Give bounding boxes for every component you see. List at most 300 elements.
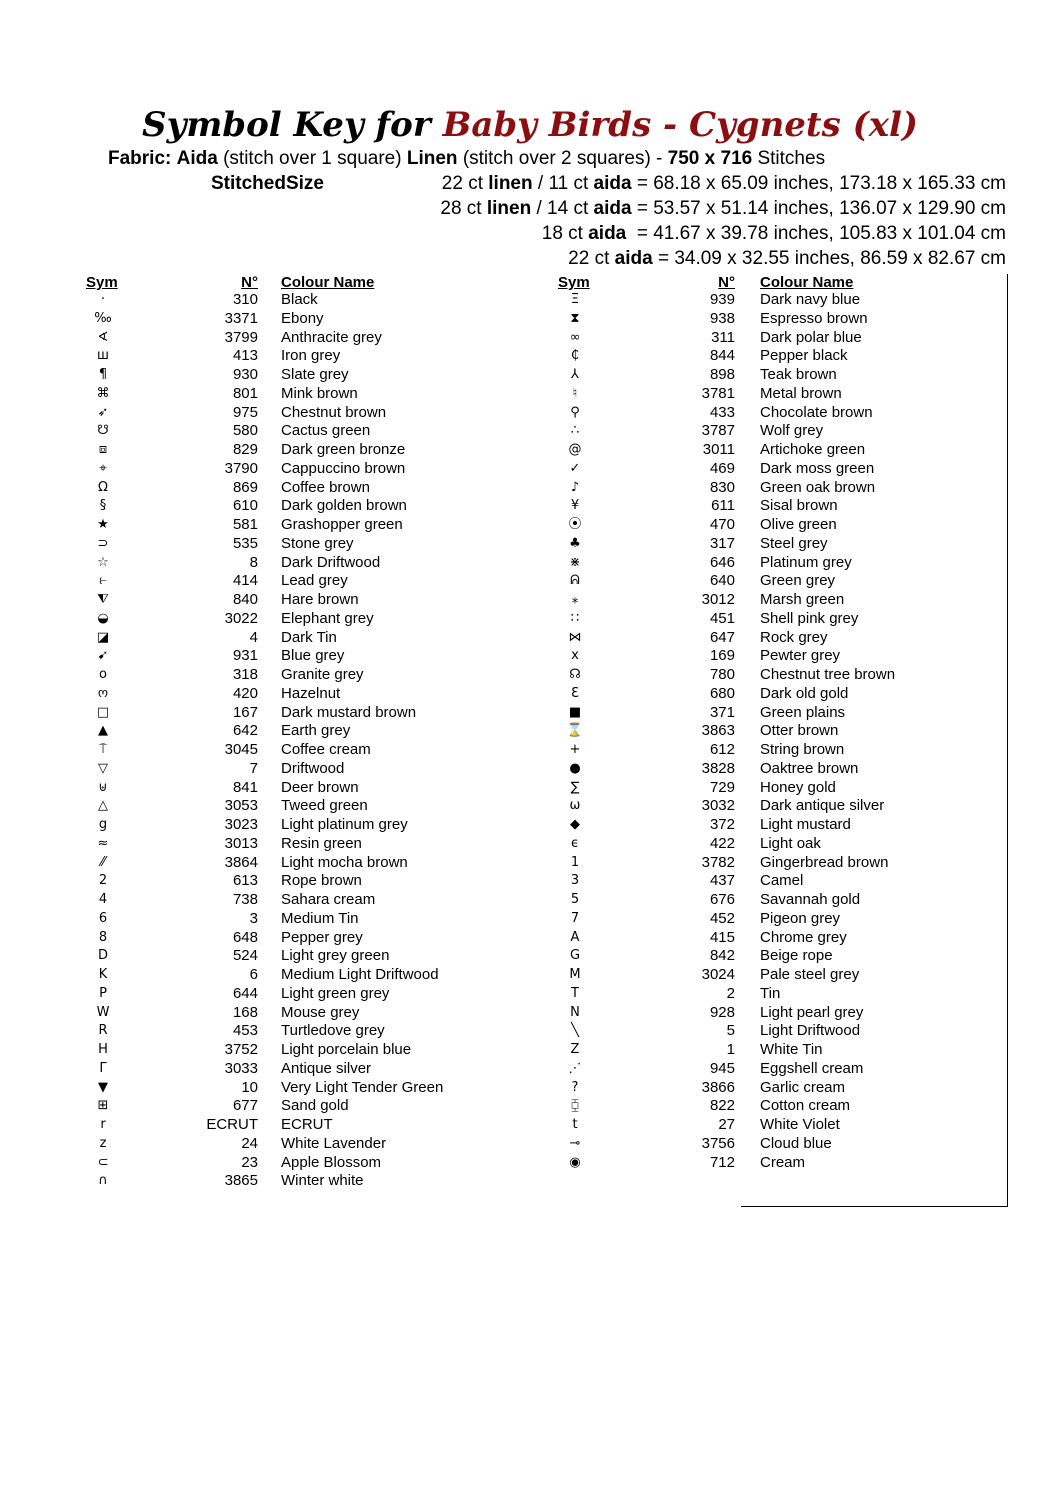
- color-number: 928: [709, 1003, 735, 1021]
- color-number: 611: [711, 497, 735, 515]
- color-name: Platinum grey: [760, 553, 852, 571]
- symbol-glyph: ⥼: [99, 573, 107, 589]
- title-pattern-name: Baby Birds - Cygnets (xl): [442, 105, 918, 145]
- color-number: 676: [709, 891, 735, 908]
- symbol-glyph: ◒: [97, 610, 109, 626]
- symbol-glyph: H: [98, 1042, 108, 1057]
- color-name: Hare brown: [281, 591, 359, 608]
- color-number: 10: [241, 1078, 258, 1096]
- color-number: 3033: [224, 1059, 258, 1077]
- symbol-glyph: N: [570, 1004, 580, 1020]
- symbol-glyph: ⊂: [97, 1154, 109, 1170]
- color-name: Rock grey: [760, 628, 828, 646]
- color-number: 433: [709, 403, 735, 421]
- stitch-count: 750 x 716: [667, 148, 753, 169]
- color-name: Dark Tin: [281, 628, 337, 646]
- color-number: 844: [709, 347, 735, 365]
- symbol-glyph: Ξ: [570, 292, 580, 307]
- color-number: 24: [241, 1134, 258, 1152]
- color-name: Apple Blossom: [281, 1153, 382, 1171]
- color-name: Teak brown: [760, 366, 837, 383]
- color-number: 168: [232, 1003, 258, 1021]
- symbol-glyph: R: [98, 1023, 108, 1039]
- symbol-glyph: g: [98, 817, 108, 832]
- color-number: 524: [232, 947, 258, 965]
- color-name: Pewter grey: [760, 647, 841, 665]
- color-name: Cactus green: [281, 422, 371, 440]
- color-number: 167: [232, 703, 258, 721]
- color-number: 8: [249, 553, 258, 571]
- color-number: 780: [709, 666, 735, 683]
- color-name: Dark mustard brown: [281, 703, 417, 721]
- symbol-glyph: ∑: [570, 779, 580, 795]
- color-name: Pepper black: [760, 347, 848, 365]
- symbol-glyph: ∩: [98, 1173, 108, 1189]
- color-number: 415: [709, 928, 735, 946]
- color-number: 642: [232, 722, 258, 740]
- symbol-glyph: ¥: [570, 498, 580, 514]
- color-number: 3865: [224, 1172, 258, 1190]
- color-name: Chrome grey: [760, 928, 847, 946]
- color-number: 869: [232, 478, 258, 496]
- symbol-glyph: ϵ: [571, 835, 579, 851]
- color-number: 610: [232, 497, 258, 515]
- symbol-glyph: ⧮: [570, 1098, 580, 1114]
- symbol-glyph: ╲: [571, 1023, 579, 1039]
- color-number: 469: [709, 459, 735, 477]
- color-name: Pigeon grey: [760, 909, 841, 927]
- symbol-glyph: ⍑: [99, 742, 107, 757]
- color-name: Light porcelain blue: [281, 1041, 412, 1058]
- color-name: Camel: [760, 872, 804, 890]
- stitched-size-line: 18 ct aida = 41.67 x 39.78 inches, 105.83 x 101.04 cm: [541, 223, 1006, 244]
- color-number: ECRUT: [206, 1116, 258, 1133]
- color-number: 3371: [224, 309, 258, 327]
- color-number: 646: [709, 553, 735, 571]
- symbol-glyph: z: [99, 1135, 107, 1151]
- color-name: Anthracite grey: [281, 328, 382, 346]
- fabric-linen: Linen: [406, 148, 458, 169]
- color-number: 5: [726, 1022, 735, 1040]
- fabric-label: Fabric:: [108, 148, 172, 169]
- symbol-glyph: ⧈: [98, 442, 108, 457]
- color-name: White Violet: [760, 1116, 840, 1133]
- color-number: 842: [709, 947, 735, 965]
- fabric-linen-note: (stitch over 2 squares) -: [462, 148, 663, 169]
- color-name: Garlic cream: [760, 1078, 846, 1096]
- symbol-glyph: ■: [568, 704, 582, 720]
- symbol-glyph: Ɛ: [571, 685, 579, 701]
- color-name: Cappuccino brown: [281, 459, 406, 477]
- symbol-glyph: W: [96, 1004, 110, 1020]
- color-name: Sahara cream: [281, 891, 376, 908]
- color-name: Very Light Tender Green: [281, 1078, 444, 1096]
- color-name: Gingerbread brown: [760, 853, 889, 871]
- symbol-glyph: 2: [98, 873, 108, 889]
- color-number: 452: [709, 909, 735, 927]
- fabric-aida: Aida: [176, 148, 218, 169]
- color-name: Dark polar blue: [760, 328, 862, 346]
- color-number: 975: [232, 403, 258, 421]
- color-number: 3022: [224, 609, 258, 627]
- color-name: Wolf grey: [760, 422, 824, 440]
- color-name: Driftwood: [281, 759, 345, 777]
- symbol-glyph: P: [99, 985, 107, 1001]
- symbol-glyph: ⁄⁄: [100, 854, 106, 870]
- symbol-glyph: ⦿: [568, 517, 582, 532]
- color-number: 822: [709, 1097, 735, 1115]
- color-number: 317: [709, 534, 735, 552]
- color-name: Light platinum grey: [281, 816, 408, 833]
- color-number: 2: [726, 984, 735, 1002]
- color-number: 3782: [701, 853, 735, 871]
- symbol-glyph: M: [569, 967, 581, 982]
- color-name: Cotton cream: [760, 1097, 851, 1115]
- color-name: String brown: [760, 741, 845, 758]
- symbol-glyph: △: [98, 798, 108, 814]
- symbol-glyph: ◉: [569, 1154, 581, 1170]
- symbol-glyph: 4: [98, 892, 108, 907]
- symbol-glyph: Γ: [99, 1060, 107, 1076]
- symbol-glyph: t: [572, 1117, 578, 1132]
- header-name-right: Colour Name: [760, 274, 854, 291]
- symbol-glyph: ·: [100, 292, 106, 307]
- color-number: 414: [232, 572, 258, 590]
- color-name: Marsh green: [760, 591, 845, 608]
- symbol-glyph: ᕱ: [570, 573, 580, 589]
- color-number: 3023: [224, 816, 258, 833]
- color-number: 3032: [701, 797, 735, 815]
- symbol-glyph: ∢: [97, 329, 109, 345]
- color-number: 3752: [224, 1041, 258, 1058]
- symbol-glyph: ★: [97, 517, 109, 532]
- color-name: Honey gold: [760, 778, 836, 796]
- color-number: 3864: [224, 853, 258, 871]
- color-number: 938: [709, 309, 735, 327]
- color-number: 3787: [701, 422, 735, 440]
- color-number: 3866: [701, 1078, 735, 1096]
- color-number: 311: [711, 328, 735, 346]
- color-number: 939: [709, 291, 735, 308]
- header-sym-right: Sym: [558, 274, 590, 291]
- symbol-glyph: □: [96, 704, 110, 720]
- symbol-glyph: Ω: [98, 479, 108, 495]
- color-number: 648: [232, 928, 258, 946]
- color-number: 318: [232, 666, 258, 683]
- color-number: 23: [241, 1153, 258, 1171]
- symbol-glyph: ⊎: [98, 779, 108, 795]
- color-number: 535: [232, 534, 258, 552]
- color-number: 413: [232, 347, 258, 365]
- color-number: 3828: [701, 759, 735, 777]
- color-name: Ebony: [281, 309, 324, 327]
- symbol-glyph: 7: [570, 910, 580, 926]
- color-number: 580: [232, 422, 258, 440]
- color-name: Light grey green: [281, 947, 390, 965]
- symbol-glyph: 8: [98, 929, 108, 945]
- symbol-glyph: ◆: [570, 817, 580, 832]
- symbol-glyph: ₵: [570, 348, 580, 364]
- color-name: Pepper grey: [281, 928, 363, 946]
- color-name: Hazelnut: [281, 684, 341, 702]
- symbol-glyph: G: [569, 948, 581, 964]
- symbol-glyph: ▼: [98, 1079, 108, 1095]
- color-name: Winter white: [281, 1172, 364, 1190]
- symbol-glyph: ➶: [97, 404, 109, 420]
- color-name: Coffee cream: [281, 741, 371, 758]
- symbol-glyph: ∷: [570, 610, 580, 626]
- color-number: 840: [232, 591, 258, 608]
- color-number: 829: [232, 441, 258, 458]
- color-number: 371: [709, 703, 735, 721]
- color-name: Green grey: [760, 572, 836, 590]
- symbol-glyph: ●: [569, 760, 581, 776]
- color-number: 453: [232, 1022, 258, 1040]
- symbol-glyph: ♣: [569, 535, 581, 551]
- stitched-size-line: 22 ct linen / 11 ct aida = 68.18 x 65.09 inches, 173.18 x 165.33 cm: [441, 173, 1006, 194]
- color-name: Rope brown: [281, 872, 362, 890]
- color-name: Oaktree brown: [760, 759, 859, 777]
- color-number: 680: [709, 684, 735, 702]
- stitched-size-label: StitchedSize: [211, 173, 324, 194]
- symbol-glyph: ‰: [94, 310, 112, 326]
- color-name: Sisal brown: [760, 497, 838, 515]
- symbol-glyph: ▽: [98, 760, 108, 776]
- color-number: 841: [232, 778, 258, 796]
- color-name: Tweed green: [281, 797, 368, 815]
- color-number: 6: [249, 966, 258, 983]
- color-name: Resin green: [281, 834, 362, 852]
- symbol-glyph: o: [99, 667, 107, 682]
- symbol-glyph: ⌛: [566, 723, 584, 739]
- color-name: Slate grey: [281, 366, 349, 383]
- color-name: Mouse grey: [281, 1003, 360, 1021]
- title-prefix: Symbol Key for: [142, 105, 431, 145]
- symbol-glyph: ▲: [98, 723, 108, 739]
- symbol-glyph: ♮: [572, 385, 578, 401]
- color-name: Earth grey: [281, 722, 351, 740]
- color-name: Shell pink grey: [760, 609, 859, 627]
- color-number: 613: [232, 872, 258, 890]
- symbol-glyph: ω: [569, 798, 581, 814]
- color-number: 931: [232, 647, 258, 665]
- color-name: Eggshell cream: [760, 1059, 864, 1077]
- color-number: 451: [709, 609, 735, 627]
- symbol-glyph: ⅄: [571, 367, 579, 382]
- symbol-glyph: ?: [571, 1079, 579, 1095]
- color-name: Dark antique silver: [760, 797, 885, 815]
- color-name: Grashopper green: [281, 516, 403, 533]
- symbol-glyph: K: [98, 967, 108, 982]
- color-number: 830: [709, 478, 735, 496]
- color-name: Dark green bronze: [281, 441, 406, 458]
- color-name: Green plains: [760, 703, 846, 721]
- color-name: White Tin: [760, 1041, 823, 1058]
- symbol-glyph: ◪: [96, 629, 110, 645]
- color-number: 7: [249, 759, 258, 777]
- color-name: Light pearl grey: [760, 1003, 864, 1021]
- table-border-right: [1007, 274, 1008, 1207]
- color-number: 898: [709, 366, 735, 383]
- color-name: Deer brown: [281, 778, 359, 796]
- color-number: 930: [232, 366, 258, 383]
- color-name: Medium Light Driftwood: [281, 966, 439, 983]
- color-name: Turtledove grey: [281, 1022, 385, 1040]
- color-name: Cream: [760, 1153, 806, 1171]
- symbol-glyph: +: [569, 742, 581, 757]
- color-name: Blue grey: [281, 647, 345, 665]
- color-name: Steel grey: [760, 534, 828, 552]
- color-number: 4: [249, 628, 258, 646]
- symbol-glyph: @: [568, 442, 582, 457]
- symbol-glyph: ☋: [97, 423, 109, 439]
- symbol-glyph: x: [571, 648, 579, 664]
- color-number: 712: [709, 1153, 735, 1171]
- header-sym-left: Sym: [86, 274, 118, 291]
- color-number: 169: [709, 647, 735, 665]
- color-name: Dark navy blue: [760, 291, 861, 308]
- color-name: Stone grey: [281, 534, 354, 552]
- symbol-glyph: Z: [570, 1042, 580, 1057]
- color-number: 3024: [701, 966, 735, 983]
- symbol-glyph: ☊: [569, 667, 581, 682]
- stitched-size-line: 28 ct linen / 14 ct aida = 53.57 x 51.14 inches, 136.07 x 129.90 cm: [440, 198, 1006, 219]
- table-border-bottom: [741, 1206, 1008, 1207]
- color-name: Dark old gold: [760, 684, 849, 702]
- color-number: 3045: [224, 741, 258, 758]
- color-name: Pale steel grey: [760, 966, 860, 983]
- color-name: Lead grey: [281, 572, 348, 590]
- fabric-line: [108, 147, 825, 171]
- color-name: Light oak: [760, 834, 821, 852]
- color-name: Black: [281, 291, 318, 308]
- header-num-left: N°: [241, 274, 258, 291]
- color-name: Granite grey: [281, 666, 364, 683]
- symbol-glyph: ➹: [97, 648, 109, 664]
- color-number: 372: [709, 816, 735, 833]
- color-number: 644: [232, 984, 258, 1002]
- header-name-left: Colour Name: [281, 274, 375, 291]
- color-name: Metal brown: [760, 384, 842, 402]
- symbol-glyph: ¶: [98, 367, 108, 382]
- color-name: White Lavender: [281, 1134, 387, 1152]
- symbol-glyph: ⋇: [569, 554, 581, 570]
- color-number: 3781: [701, 384, 735, 402]
- color-number: 3799: [224, 328, 258, 346]
- color-number: 3053: [224, 797, 258, 815]
- symbol-glyph: ш: [97, 348, 109, 364]
- color-number: 581: [232, 516, 258, 533]
- color-number: 3012: [701, 591, 735, 608]
- color-name: Elephant grey: [281, 609, 374, 627]
- symbol-glyph: D: [97, 948, 108, 964]
- symbol-glyph: ⊸: [569, 1135, 581, 1151]
- color-name: Chestnut brown: [281, 403, 387, 421]
- symbol-glyph: ⌖: [99, 460, 107, 476]
- fabric-aida-note: (stitch over 1 square): [223, 148, 402, 169]
- color-name: Sand gold: [281, 1097, 349, 1115]
- color-name: Light mustard: [760, 816, 851, 833]
- symbol-glyph: ⧗: [570, 310, 580, 326]
- color-number: 3011: [702, 441, 735, 458]
- symbol-glyph: ∴: [570, 423, 580, 439]
- color-name: Dark golden brown: [281, 497, 407, 515]
- symbol-glyph: 1: [570, 854, 580, 870]
- color-name: Espresso brown: [760, 309, 868, 327]
- color-name: Light Driftwood: [760, 1022, 861, 1040]
- symbol-glyph: ⌘: [96, 385, 110, 401]
- color-number: 647: [709, 628, 735, 646]
- color-number: 801: [232, 384, 258, 402]
- symbol-glyph: ⊃: [97, 535, 109, 551]
- color-number: 470: [709, 516, 735, 533]
- page-title: [0, 100, 1060, 150]
- symbol-glyph: ⋰: [568, 1060, 582, 1076]
- color-name: Chocolate brown: [760, 403, 873, 421]
- color-name: Cloud blue: [760, 1134, 832, 1152]
- symbol-glyph: §: [99, 498, 107, 514]
- symbol-glyph: ☆: [97, 554, 109, 570]
- symbol-glyph: r: [100, 1117, 106, 1132]
- color-name: Light mocha brown: [281, 853, 408, 871]
- symbol-glyph: 5: [570, 892, 580, 907]
- symbol-glyph: ✓: [569, 460, 581, 476]
- color-name: Beige rope: [760, 947, 833, 965]
- color-number: 3: [249, 909, 258, 927]
- color-name: Mink brown: [281, 384, 358, 402]
- color-number: 422: [709, 834, 735, 852]
- color-number: 3790: [224, 459, 258, 477]
- color-number: 612: [709, 741, 735, 758]
- symbol-glyph: T: [571, 985, 579, 1001]
- color-number: 420: [232, 684, 258, 702]
- color-name: Chestnut tree brown: [760, 666, 896, 683]
- color-name: ECRUT: [281, 1116, 333, 1133]
- color-name: Green oak brown: [760, 478, 876, 496]
- color-name: Medium Tin: [281, 909, 359, 927]
- color-number: 3756: [701, 1134, 735, 1152]
- color-number: 3863: [701, 722, 735, 740]
- color-number: 738: [232, 891, 258, 908]
- color-number: 310: [232, 291, 258, 308]
- color-name: Savannah gold: [760, 891, 861, 908]
- color-name: Dark Driftwood: [281, 553, 381, 571]
- header-num-right: N°: [718, 274, 735, 291]
- symbol-glyph: ⚲: [570, 404, 580, 420]
- color-name: Light green grey: [281, 984, 390, 1002]
- color-number: 729: [709, 778, 735, 796]
- color-number: 437: [709, 872, 735, 890]
- symbol-glyph: ∞: [569, 329, 581, 345]
- color-name: Tin: [760, 984, 781, 1002]
- color-name: Olive green: [760, 516, 837, 533]
- color-number: 1: [726, 1041, 735, 1058]
- color-name: Otter brown: [760, 722, 839, 740]
- symbol-glyph: 3: [570, 873, 580, 889]
- symbol-glyph: ო: [97, 685, 109, 701]
- color-number: 3013: [224, 834, 258, 852]
- symbol-glyph: ♪: [570, 479, 580, 495]
- symbol-glyph: A: [570, 929, 580, 945]
- symbol-glyph: ⧨: [97, 592, 109, 607]
- color-name: Coffee brown: [281, 478, 370, 496]
- symbol-glyph: ⁎: [571, 592, 579, 607]
- stitched-size-line: 22 ct aida = 34.09 x 32.55 inches, 86.59 x 82.67 cm: [568, 248, 1006, 269]
- color-name: Antique silver: [281, 1059, 372, 1077]
- color-name: Iron grey: [281, 347, 341, 365]
- symbol-glyph: ⊞: [97, 1098, 109, 1114]
- color-number: 640: [709, 572, 735, 590]
